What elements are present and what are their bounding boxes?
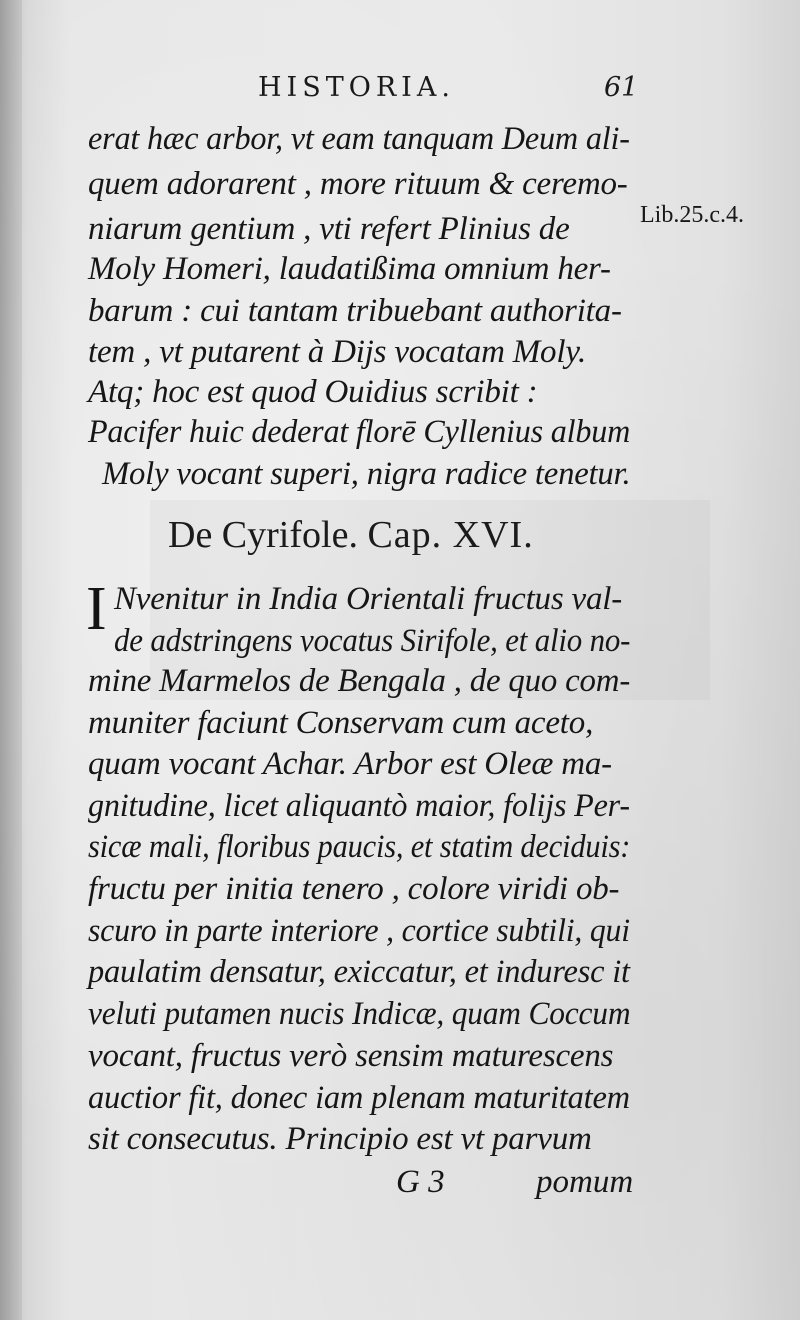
text-line: niarum gentium , vti refert Plinius de bbox=[88, 211, 570, 247]
text-line: gnitudine, licet aliquantò maior, folijs Per- bbox=[88, 788, 630, 824]
text-line: Moly Homeri, laudatißima omnium her- bbox=[88, 251, 611, 287]
running-head: HISTORIA. bbox=[258, 72, 455, 103]
catchword: pomum bbox=[536, 1164, 634, 1200]
chapter-number: Cap. XVI. bbox=[367, 514, 534, 556]
text-line: veluti putamen nucis Indicæ, quam Coccum bbox=[88, 996, 631, 1032]
text-line: scuro in parte interiore , cortice subtili, qui bbox=[88, 913, 630, 949]
text-line: barum : cui tantam tribuebant authorita- bbox=[88, 293, 622, 329]
text-line: auctior fit, donec iam plenam maturitatem bbox=[88, 1080, 630, 1116]
page-gutter-shadow bbox=[0, 0, 22, 1320]
text-line: quam vocant Achar. Arbor est Oleæ ma- bbox=[88, 746, 612, 782]
text-line: erat hæc arbor, vt eam tanquam Deum ali- bbox=[88, 121, 630, 157]
text-line: paulatim densatur, exiccatur, et induresc it bbox=[88, 954, 630, 990]
drop-cap: I bbox=[86, 575, 107, 643]
chapter-title: De Cyrifole. bbox=[168, 514, 358, 556]
text-line: vocant, fructus verò sensim maturescens bbox=[88, 1038, 614, 1074]
text-line: Nvenitur in India Orientali fructus val- bbox=[114, 581, 623, 617]
text-line: tem , vt putarent à Dijs vocatam Moly. bbox=[88, 334, 587, 370]
verse-line: Pacifer huic dederat florē Cyllenius album bbox=[88, 414, 631, 450]
text-line: Atq; hoc est quod Ouidius scribit : bbox=[88, 374, 538, 410]
text-line: mine Marmelos de Bengala , de quo com- bbox=[88, 663, 631, 699]
text-line: quem adorarent , more rituum & ceremo- bbox=[88, 166, 628, 202]
text-line: de adstringens vocatus Sirifole, et alio no- bbox=[114, 623, 631, 659]
text-line: fructu per initia tenero , colore viridi ob- bbox=[88, 871, 620, 907]
text-line: sicæ mali, floribus paucis, et statim deciduis: bbox=[88, 829, 631, 865]
text-line: sit consecutus. Principio est vt parvum bbox=[88, 1121, 592, 1157]
page-header bbox=[0, 72, 800, 108]
marginal-note: Lib.25.c.4. bbox=[640, 202, 744, 228]
text-line: muniter faciunt Conservam cum aceto, bbox=[88, 705, 594, 741]
chapter-heading bbox=[168, 513, 534, 557]
verse-line: Moly vocant superi, nigra radice tenetur. bbox=[102, 456, 631, 492]
page-number: 61 bbox=[604, 72, 639, 103]
signature-mark: G 3 bbox=[396, 1164, 445, 1200]
